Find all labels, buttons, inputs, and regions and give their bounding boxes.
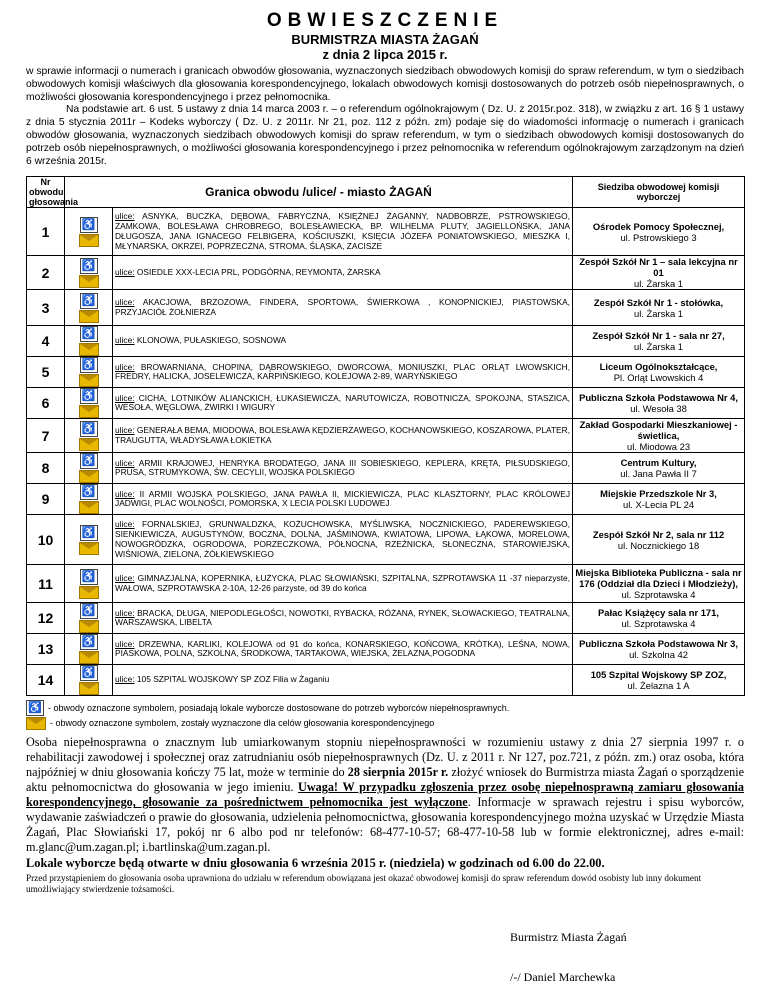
- envelope-icon: [79, 234, 99, 247]
- district-number: 6: [27, 388, 65, 419]
- wheelchair-icon: ♿: [26, 700, 44, 716]
- district-seat: Zespół Szkół Nr 1 – sala lekcyjna nr 01 ul. Żarska 1: [573, 256, 745, 290]
- district-number: 13: [27, 634, 65, 665]
- wheelchair-icon: ♿: [80, 326, 98, 342]
- district-icons: [65, 515, 113, 565]
- wheelchair-icon: ♿: [80, 453, 98, 469]
- table-row: [27, 256, 745, 290]
- table-row: [27, 603, 745, 634]
- envelope-icon: [79, 501, 99, 514]
- envelope-icon: [79, 374, 99, 387]
- district-number: 5: [27, 357, 65, 388]
- envelope-icon: [79, 310, 99, 323]
- table-row: [27, 634, 745, 665]
- district-streets: ulice: GENERAŁA BEMA, MIODOWA, BOLESŁAWA KĘDZIERZAWEGO, KOCHANOWSKIEGO, KOSZAROWA, PLATER, TRAUGUTTA, WŁADYSŁAWA ŁOKIETKA: [113, 419, 573, 453]
- district-icons: [65, 419, 113, 453]
- district-seat: Pałac Książęcy sala nr 171, ul. Szprotawska 4: [573, 603, 745, 634]
- district-streets: ulice: KLONOWA, PUŁASKIEGO, SOSNOWA: [113, 326, 573, 357]
- district-seat: Zakład Gospodarki Mieszkaniowej - świetlica, ul. Miodowa 23: [573, 419, 745, 453]
- district-icons: [65, 565, 113, 603]
- envelope-icon: [79, 542, 99, 555]
- wheelchair-icon: ♿: [80, 388, 98, 404]
- info-paragraph: Osoba niepełnosprawna o znacznym lub umiarkowanym stopniu niepełnosprawności w rozumieniu ustawy z dnia 27 sierpnia 1997 r. o rehabilitacji zawodowej i społecznej oraz zatrudnianiu osób niepełnosprawnych (Dz. U. z 2011 r. Nr 127, poz.721, z późn. zm.) oraz osoba, która najpóźniej w dniu głosowania kończy 75 lat, może w terminie do 28 sierpnia 2015r r. złożyć wniosek do Burmistrza miasta Żagań o sporządzenie aktu pełnomocnictwa do głosowania w jego imieniu. Uwaga! W przypadku zgłoszenia przez osobę niepełnosprawną zamiaru głosowania korespondencyjnego, głosowanie za pośrednictwem pełnomocnika jest wyłączone. Informacje w sprawach rejestru i spisu wyborców, wydawanie zaświadczeń o prawie do głosowania, udzielenia pełnomocnictwa, głosowania korespondencyjnego można uzyskać w Urzędzie Miasta Żagań, Plac Słowiański 17, pokój nr 6 albo pod nr telefonów: 68-477-10-57; 68-477-10-58 lub w formie elektronicznej, adres e-mail: m.glanc@um.zagan.pl; i.bartlinska@um.zagan.pl.: [26, 735, 745, 855]
- envelope-icon: [79, 651, 99, 664]
- table-row: [27, 565, 745, 603]
- envelope-icon: [79, 620, 99, 633]
- district-icons: [65, 634, 113, 665]
- district-number: 9: [27, 484, 65, 515]
- district-icons: [65, 453, 113, 484]
- col-header-boundary: Granica obwodu /ulice/ - miasto ŻAGAŃ: [65, 177, 573, 208]
- district-icons: [65, 290, 113, 326]
- envelope-icon: [79, 275, 99, 288]
- district-number: 14: [27, 665, 65, 696]
- signature-role: Burmistrz Miasta Żagań: [510, 930, 627, 944]
- wheelchair-icon: ♿: [80, 634, 98, 650]
- district-icons: [65, 208, 113, 256]
- legend-disabled: ♿ - obwody oznaczone symbolem, posiadają lokale wyborcze dostosowane do potrzeb wyborców niepełnosprawnych.: [26, 700, 744, 716]
- district-icons: [65, 665, 113, 696]
- table-row: [27, 357, 745, 388]
- wheelchair-icon: ♿: [80, 258, 98, 274]
- district-seat: Miejska Biblioteka Publiczna - sala nr 176 (Oddział dla Dzieci i Młodzieży), ul. Szprotawska 4: [573, 565, 745, 603]
- table-row: [27, 515, 745, 565]
- district-seat: Centrum Kultury, ul. Jana Pawła II 7: [573, 453, 745, 484]
- wheelchair-icon: ♿: [80, 421, 98, 437]
- district-seat: Publiczna Szkoła Podstawowa Nr 4, ul. Wesoła 38: [573, 388, 745, 419]
- table-row: [27, 208, 745, 256]
- wheelchair-icon: ♿: [80, 525, 98, 541]
- district-streets: ulice: ARMII KRAJOWEJ, HENRYKA BRODATEGO, JANA III SOBIESKIEGO, KEPLERA, KRĘTA, PIŁSUDSKIEGO, PRUSA, STRUMYKOWA, ŚW. CECYLII, WOJSKA POLSKIEGO: [113, 453, 573, 484]
- district-number: 10: [27, 515, 65, 565]
- district-streets: ulice: GIMNAZJALNA, KOPERNIKA, ŁUŻYCKA, PLAC SŁOWIAŃSKI, SZPITALNA, SZPROTAWSKA 11 -37 nieparzyste, WAŁOWA, SZPROTAWSKA 2-10A, 12-26 parzyste, od 39 do końca: [113, 565, 573, 603]
- district-streets: ulice: BRACKA, DŁUGA, NIEPODLEGŁOŚCI, NOWOTKI, RYBACKA, RÓŻANA, RYNEK, SŁOWACKIEGO, TEATRALNA, WARSZAWSKA, LIBELTA: [113, 603, 573, 634]
- wheelchair-icon: ♿: [80, 484, 98, 500]
- envelope-icon: [79, 438, 99, 451]
- district-streets: ulice: BROWARNIANA, CHOPINA, DĄBROWSKIEGO, DWORCOWA, MONIUSZKI, PLAC ORLĄT LWOWSKICH, FREDRY, HALICKA, JOSELEWICZA, KARPIŃSKIEGO, KOLEJOWA 2-89, WARYŃSKIEGO: [113, 357, 573, 388]
- district-seat: Miejskie Przedszkole Nr 3, ul. X-Lecia PL 24: [573, 484, 745, 515]
- district-number: 4: [27, 326, 65, 357]
- legal-basis-paragraph: Na podstawie art. 6 ust. 5 ustawy z dnia 14 marca 2003 r. – o referendum ogólnokrajowym ( Dz. U. z 2015r.poz. 318), w związku z art. 16 § 1 ustawy z dnia 5 stycznia 2011r – Kodeks wyborczy ( Dz. U. z 2011r. Nr 21, poz. 112 z późn. zm) podaje się do wiadomości informację o numerach i granicach obwodów głosowania, wyznaczonych siedzibach obwodowych komisji do spraw referendum, w tym o siedzibach obwodowych komisji dostosowanych do potrzeb osób niepełnosprawnych, o możliwości głosowania korespondencyjnego i przez pełnomocnika w referendum ogólnokrajowym zarządzonym na dzień 6 września 2015r.: [26, 104, 744, 167]
- district-streets: ulice: DRZEWNA, KARLIKI, KOLEJOWA od 91 do końca, KONARSKIEGO, KOŃCOWA, KRÓTKA), LEŚNA, NOWA, PIASKOWA, POLNA, SZKOLNA, ŚRODKOWA, TARTAKOWA, WIEJSKA, ŻELAZNA,POGODNA: [113, 634, 573, 665]
- table-row: [27, 419, 745, 453]
- district-number: 11: [27, 565, 65, 603]
- legend: [26, 700, 744, 731]
- wheelchair-icon: ♿: [80, 603, 98, 619]
- envelope-icon: [26, 717, 46, 730]
- table-row: [27, 484, 745, 515]
- district-seat: Liceum Ogólnokształcące, Pl. Orląt Lwowskich 4: [573, 357, 745, 388]
- id-note: Przed przystąpieniem do głosowania osoba uprawniona do udziału w referendum obowiązana jest okazać obwodowej komisji do spraw referendum dowód osobisty lub inny dokument umożliwiający stwierdzenie tożsamości.: [26, 873, 702, 895]
- col-header-seat: Siedziba obwodowej komisji wyborczej: [573, 177, 745, 208]
- district-number: 2: [27, 256, 65, 290]
- district-seat: Publiczna Szkoła Podstawowa Nr 3, ul. Szkolna 42: [573, 634, 745, 665]
- district-icons: [65, 388, 113, 419]
- district-streets: ulice: ASNYKA, BUCZKA, DĘBOWA, FABRYCZNA, KSIĘŻNEJ ŻAGANNY, NADBOBRZE, PSTROWSKIEGO, ZAMKOWA, BOLESŁAWA CHROBREGO, BOLESŁAWIECKA, BP. WILHELMA PLUTY, JAGIELLOŃSKA, JANA DŁUGOSZA, JANA IGNACEGO FELBIGERA, KOŚCIUSZKI, KSIĘCIA JÓZEFA PONIATOWSKIEGO, MIESZKA I, MŁYNARSKA, OKRZEI, POPRZECZNA, STROMA, ŚLĄSKA, ZACISZE: [113, 208, 573, 256]
- district-icons: [65, 357, 113, 388]
- opening-hours: Lokale wyborcze będą otwarte w dniu głosowania 6 września 2015 r. (niedziela) w godzinach od 6.00 do 22.00.: [26, 856, 605, 871]
- signature-name: /-/ Daniel Marchewka: [510, 970, 616, 984]
- col-header-number: Nr obwodu głosowania: [27, 177, 65, 208]
- legend-mail: - obwody oznaczone symbolem, zostały wyznaczone dla celów głosowania korespondencyjnego: [26, 716, 744, 731]
- district-number: 3: [27, 290, 65, 326]
- district-number: 1: [27, 208, 65, 256]
- district-icons: [65, 603, 113, 634]
- table-row: [27, 326, 745, 357]
- district-number: 12: [27, 603, 65, 634]
- envelope-icon: [79, 405, 99, 418]
- district-seat: 105 Szpital Wojskowy SP ZOZ, ul. Żelazna 1 A: [573, 665, 745, 696]
- table-row: [27, 453, 745, 484]
- envelope-icon: [79, 343, 99, 356]
- envelope-icon: [79, 586, 99, 599]
- wheelchair-icon: ♿: [80, 293, 98, 309]
- districts-table: [26, 176, 745, 696]
- wheelchair-icon: ♿: [80, 217, 98, 233]
- document-title: OBWIESZCZENIE: [266, 10, 504, 31]
- district-streets: ulice: FORNALSKIEJ, GRUNWALDZKA, KOŻUCHOWSKA, MYŚLIWSKA, NOCZNICKIEGO, PADEREWSKIEGO, SIENKIEWICZA, AUGUSTYNÓW, BOCZNA, DOLNA, JAŚMINOWA, KWIATOWA, LIPOWA, ŁĄKOWA, MORELOWA, NOWOGRÓDZKA, OGRODOWA, PORZECZKOWA, PÓŁNOCNA, RZEŹNICKA, SŁONECZNA, STAROWIEJSKA, WIŚNIOWA, ZIELONA, ŻÓŁKIEWSKIEGO: [113, 515, 573, 565]
- district-streets: ulice: AKACJOWA, BRZOZOWA, FINDERA, SPORTOWA, ŚWIERKOWA , KONOPNICKIEJ, PIASTOWSKA, PRZYJACIÓŁ ŻOŁNIERZA: [113, 290, 573, 326]
- district-icons: [65, 484, 113, 515]
- district-number: 8: [27, 453, 65, 484]
- wheelchair-icon: ♿: [80, 569, 98, 585]
- district-seat: Zespół Szkół Nr 2, sala nr 112 ul. Nocznickiego 18: [573, 515, 745, 565]
- table-row: [27, 290, 745, 326]
- district-seat: Zespół Szkół Nr 1 - sala nr 27, ul. Żarska 1: [573, 326, 745, 357]
- district-streets: ulice: 105 SZPITAL WOJSKOWY SP ZOZ Filia w Żaganiu: [113, 665, 573, 696]
- district-streets: ulice: OSIEDLE XXX-LECIA PRL, PODGÓRNA, REYMONTA, ŻARSKA: [113, 256, 573, 290]
- envelope-icon: [79, 682, 99, 695]
- wheelchair-icon: ♿: [80, 665, 98, 681]
- district-icons: [65, 256, 113, 290]
- district-icons: [65, 326, 113, 357]
- envelope-icon: [79, 470, 99, 483]
- document-date: z dnia 2 lipca 2015 r.: [322, 47, 448, 62]
- intro-paragraph: w sprawie informacji o numerach i granicach obwodów głosowania, wyznaczonych siedzibach obwodowych komisji do spraw referendum, w tym o siedzibach obwodowych komisji właściwych dla głosowania korespondencyjnego, lokalach obwodowych komisji dostosowanych do potrzeb osób niepełnosprawnych, o możliwości głosowania korespondencyjnego i przez pełnomocnika.: [26, 66, 744, 103]
- wheelchair-icon: ♿: [80, 357, 98, 373]
- district-number: 7: [27, 419, 65, 453]
- district-streets: ulice: CICHA, LOTNIKÓW ALIANCKICH, ŁUKASIEWICZA, NARUTOWICZA, ROBOTNICZA, SPOKOJNA, STASZICA, WESOŁA, WĘGLOWA, ŻWIRKI I WIGURY: [113, 388, 573, 419]
- table-row: [27, 665, 745, 696]
- issuer: BURMISTRZA MIASTA ŻAGAŃ: [291, 32, 479, 47]
- table-row: [27, 388, 745, 419]
- district-seat: Zespół Szkół Nr 1 - stołówka, ul. Żarska 1: [573, 290, 745, 326]
- document: [26, 10, 744, 895]
- district-streets: ulice: II ARMII WOJSKA POLSKIEGO, JANA PAWŁA II, MICKIEWICZA, PLAC KLASZTORNY, PLAC KRÓLOWEJ JADWIGI, PLAC WOLNOŚCI, POMORSKA, X LECIA POLSKI LUDOWEJ: [113, 484, 573, 515]
- district-seat: Ośrodek Pomocy Społecznej, ul. Pstrowskiego 3: [573, 208, 745, 256]
